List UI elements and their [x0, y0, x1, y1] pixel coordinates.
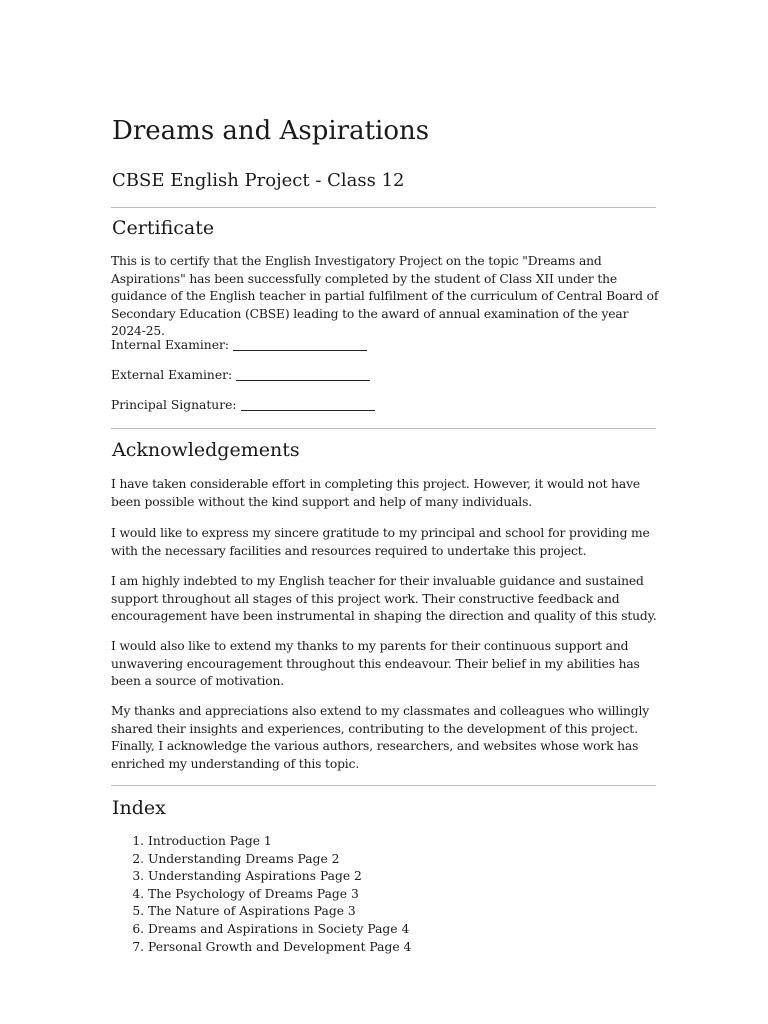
document-subtitle: CBSE English Project - Class 12: [112, 170, 405, 191]
index-item: 4. The Psychology of Dreams Page 3: [148, 886, 411, 904]
certificate-text: This is to certify that the English Investigatory Project on the topic "Dreams and Aspirations" has been successfully completed by the student of Class XII under the guidance of the English teacher in partial fulfilment of the curriculum of Central Board of Secondary Education (CBSE) leading to the award of annual examination of the year 2024-25.: [111, 254, 659, 339]
index-item: 1. Introduction Page 1: [148, 833, 411, 851]
signature-blank: [236, 370, 370, 381]
index-list: [111, 833, 411, 956]
signature-blank: [233, 340, 367, 351]
index-item: 6. Dreams and Aspirations in Society Page 4: [148, 921, 411, 939]
index-item: 2. Understanding Dreams Page 2: [148, 851, 411, 869]
section-divider: [111, 785, 656, 786]
acknowledgement-paragraph: My thanks and appreciations also extend to my classmates and colleagues who willingly shared their insights and experiences, contributing to the development of this project. Finally, I acknowledge the various authors, researchers, and websites whose work has enriched my understanding of this topic.: [111, 704, 650, 771]
acknowledgement-paragraph: I would also like to extend my thanks to my parents for their continuous support and unwavering encouragement throughout this endeavour. Their belief in my abilities has been a source of motivation.: [111, 639, 640, 689]
acknowledgement-paragraph: I am highly indebted to my English teacher for their invaluable guidance and sustained support throughout all stages of this project work. Their constructive feedback and encouragement have been instrumental in shaping the direction and quality of this study.: [111, 574, 657, 624]
principal-signature-line: [111, 398, 375, 412]
external-examiner-line: [111, 368, 370, 382]
internal-examiner-label: Internal Examiner:: [111, 338, 230, 352]
section-divider: [111, 428, 656, 429]
certificate-heading: Certificate: [112, 217, 215, 239]
signature-blank: [241, 400, 375, 411]
document-title: Dreams and Aspirations: [112, 116, 430, 146]
acknowledgements-heading: Acknowledgements: [112, 439, 300, 461]
index-item: 7. Personal Growth and Development Page 4: [148, 939, 411, 957]
index-item: 5. The Nature of Aspirations Page 3: [148, 903, 411, 921]
index-item: 3. Understanding Aspirations Page 2: [148, 868, 411, 886]
acknowledgement-paragraph: I have taken considerable effort in completing this project. However, it would not have been possible without the kind support and help of many individuals.: [111, 477, 641, 509]
internal-examiner-line: [111, 338, 367, 352]
section-divider: [111, 207, 656, 208]
index-heading: Index: [112, 797, 166, 819]
principal-signature-label: Principal Signature:: [111, 398, 237, 412]
acknowledgement-paragraph: I would like to express my sincere gratitude to my principal and school for providing me with the necessary facilities and resources required to undertake this project.: [111, 526, 650, 558]
external-examiner-label: External Examiner:: [111, 368, 233, 382]
